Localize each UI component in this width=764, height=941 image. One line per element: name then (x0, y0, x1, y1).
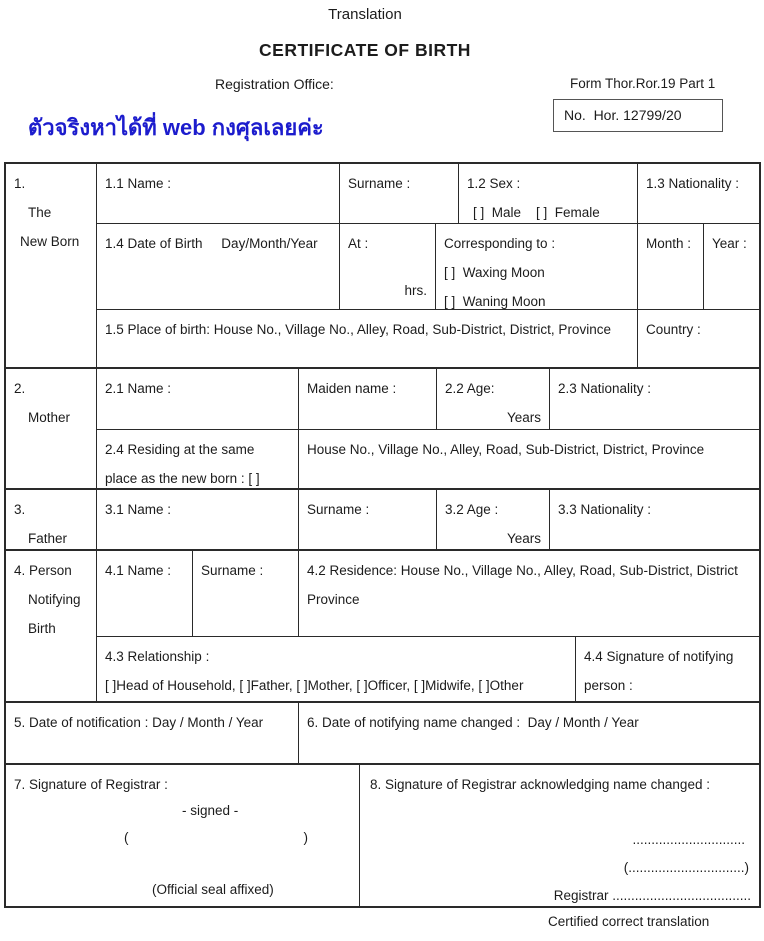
newborn-sex-label: 1.2 Sex : (467, 176, 521, 191)
document-number: No. Hor. 12799/20 (564, 107, 682, 123)
newborn-nationality-label: 1.3 Nationality : (646, 176, 740, 191)
registrar-dotted-parens: (...............................) (623, 860, 749, 875)
notifier-signature-cell (575, 636, 759, 702)
date-name-changed-label: 6. Date of notifying name changed : Day / Month / Year (307, 715, 639, 730)
mother-address-cell (298, 429, 759, 489)
registrar-dotted-registrar: Registrar ..................................... (553, 888, 751, 903)
mother-name-label: 2.1 Name : (105, 381, 172, 396)
newborn-sex-options: [ ] Male [ ] Female (473, 205, 600, 220)
father-years-label: Years (506, 531, 541, 546)
newborn-month-label: Month : (646, 236, 692, 251)
section-father-label (6, 489, 96, 550)
section-newborn-label (6, 164, 96, 368)
mother-label: Mother (28, 410, 71, 425)
mother-maiden-label: Maiden name : (307, 381, 397, 396)
notifier-residence-cell (298, 550, 759, 636)
father-label: Father (28, 531, 68, 546)
thai-handwritten-note: ตัวจริงหาได้ที่ web กงศุลเลยค่ะ (28, 115, 324, 140)
newborn-name-cell (96, 164, 339, 223)
section-mother-label (6, 368, 96, 489)
father-nationality-cell (549, 489, 759, 550)
newborn-dob-label: 1.4 Date of Birth Day/Month/Year (105, 236, 318, 251)
form-reference: Form Thor.Ror.19 Part 1 (570, 76, 716, 91)
newborn-country-cell (637, 309, 759, 368)
registrar-signature-cell (6, 764, 359, 906)
newborn-label-1: The (28, 205, 52, 220)
newborn-name-label: 1.1 Name : (105, 176, 172, 191)
section-notifier-label (6, 550, 96, 702)
newborn-year-label: Year : (712, 236, 747, 251)
section-divider (6, 367, 759, 369)
registrar-dotted-line: .............................. (632, 832, 745, 847)
newborn-year-cell (703, 223, 759, 309)
newborn-lunar-cell (435, 223, 637, 309)
section-divider (6, 763, 759, 765)
newborn-country-label: Country : (646, 322, 701, 337)
section-divider (6, 701, 759, 703)
page-title: CERTIFICATE OF BIRTH (259, 40, 471, 60)
father-name-cell (96, 489, 298, 550)
mother-address-label: House No., Village No., Alley, Road, Sub-District, District, Province (307, 442, 705, 457)
newborn-surname-cell (339, 164, 458, 223)
newborn-time-cell (339, 223, 435, 309)
registrar-ack-label: 8. Signature of Registrar acknowledging name changed : (370, 777, 710, 792)
section-divider (6, 488, 759, 490)
notifier-signature-line1: 4.4 Signature of notifying (584, 649, 734, 664)
mother-no: 2. (14, 381, 26, 396)
translation-heading: Translation (328, 6, 402, 23)
notifier-relationship-cell (96, 636, 575, 702)
newborn-dob-cell (96, 223, 339, 309)
father-age-label: 3.2 Age : (445, 502, 499, 517)
newborn-place-cell (96, 309, 637, 368)
date-notification-label: 5. Date of notification : Day / Month / Year (14, 715, 264, 730)
newborn-surname-label: Surname : (348, 176, 411, 191)
father-no: 3. (14, 502, 26, 517)
notifier-residence-line1: 4.2 Residence: House No., Village No., Alley, Road, Sub-District, District (307, 563, 738, 578)
newborn-place-label: 1.5 Place of birth: House No., Village No., Alley, Road, Sub-District, District, Province (105, 322, 611, 337)
notifier-relationship-label: 4.3 Relationship : (105, 649, 210, 664)
paren-close: ) (303, 830, 308, 845)
mother-name-cell (96, 368, 298, 429)
newborn-hrs-label: hrs. (404, 283, 427, 298)
father-age-cell (436, 489, 549, 550)
newborn-waxing-option: [ ] Waxing Moon (444, 265, 545, 280)
document-number-box (553, 99, 723, 132)
registration-office-label: Registration Office: (215, 76, 334, 92)
registrar-name-parens (124, 823, 308, 852)
notifier-name-label: 4.1 Name : (105, 563, 172, 578)
registrar-signed-mark: - signed - (182, 803, 239, 818)
notifier-label-2: Notifying (28, 592, 81, 607)
newborn-corresponding-label: Corresponding to : (444, 236, 556, 251)
newborn-label-2: New Born (20, 234, 80, 249)
mother-maiden-cell (298, 368, 436, 429)
notifier-label-1: 4. Person (14, 563, 72, 578)
mother-nationality-label: 2.3 Nationality : (558, 381, 652, 396)
newborn-at-label: At : (348, 236, 369, 251)
newborn-no: 1. (14, 176, 26, 191)
official-seal-note: (Official seal affixed) (152, 882, 274, 897)
father-surname-label: Surname : (307, 502, 370, 517)
father-surname-cell (298, 489, 436, 550)
mother-nationality-cell (549, 368, 759, 429)
notifier-relationship-options: [ ]Head of Household, [ ]Father, [ ]Mother, [ ]Officer, [ ]Midwife, [ ]Other (105, 678, 524, 693)
notifier-residence-line2: Province (307, 592, 360, 607)
registrar-signature-label: 7. Signature of Registrar : (14, 777, 168, 792)
newborn-month-cell (637, 223, 703, 309)
date-name-changed-cell (298, 702, 759, 764)
certified-translation-note: Certified correct translation (548, 914, 710, 929)
father-nationality-label: 3.3 Nationality : (558, 502, 652, 517)
paren-open: ( (124, 830, 129, 845)
newborn-waning-option: [ ] Waning Moon (444, 294, 546, 309)
mother-age-label: 2.2 Age: (445, 381, 495, 396)
mother-residing-line1: 2.4 Residing at the same (105, 442, 255, 457)
mother-years-label: Years (506, 410, 541, 425)
mother-residing-cell (96, 429, 298, 489)
notifier-name-cell (96, 550, 192, 636)
date-notification-cell (6, 702, 298, 764)
newborn-nationality-cell (637, 164, 759, 223)
certificate-table (4, 162, 761, 908)
mother-residing-line2: place as the new born : [ ] (105, 471, 260, 486)
father-name-label: 3.1 Name : (105, 502, 172, 517)
section-divider (6, 549, 759, 551)
notifier-label-3: Birth (28, 621, 56, 636)
notifier-surname-label: Surname : (201, 563, 264, 578)
notifier-surname-cell (192, 550, 298, 636)
mother-age-cell (436, 368, 549, 429)
newborn-sex-cell (458, 164, 637, 223)
notifier-signature-line2: person : (584, 678, 633, 693)
registrar-ack-cell (359, 764, 759, 906)
